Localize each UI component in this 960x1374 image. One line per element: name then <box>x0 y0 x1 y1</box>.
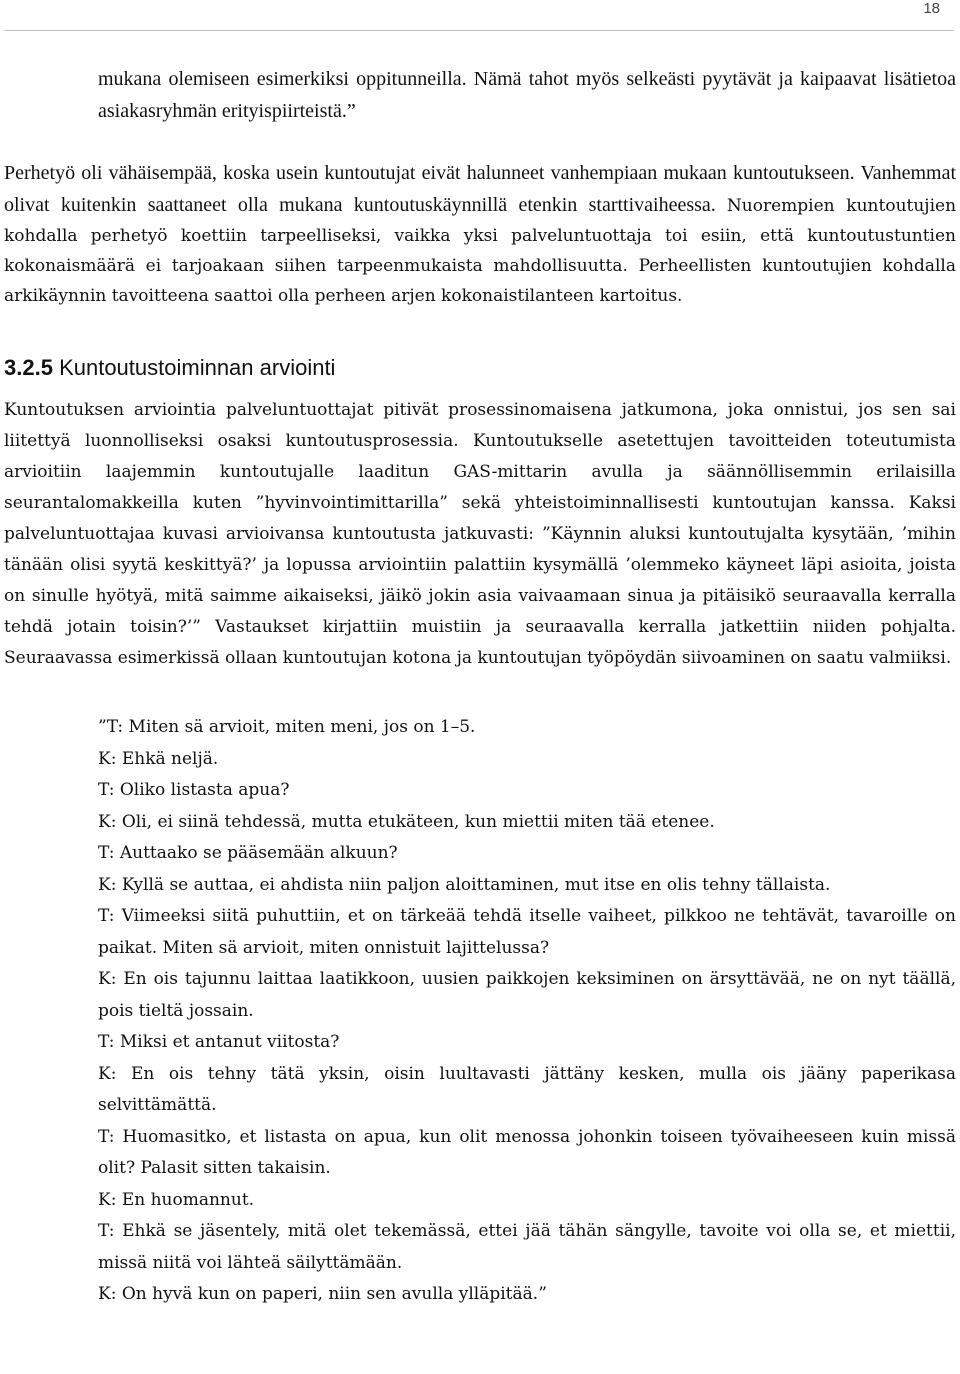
dialogue-line: K: En huomannut. <box>98 1189 255 1210</box>
dialogue-line: T: Viimeeksi siitä puhuttiin, et on tärkeää tehdä itselle vaiheet, pilkkoo ne tehtävät, tavaroille on paikat. Miten sä arvioit, miten onnistuit lajittelussa? <box>98 906 956 958</box>
paragraph-family-work <box>4 157 956 311</box>
paragraph-family-work-part1: Perhetyö oli vähäisempää, koska usein kuntoutujat eivät halunneet vanhempiaan mukaan kuntoutukseen. Vanhemmat olivat kuitenkin saattaneet olla mukana kuntoutuskäynnillä etenkin starttivaiheessa. <box>4 162 956 216</box>
dialogue-line: K: On hyvä kun on paperi, niin sen avulla ylläpitää.” <box>98 1284 547 1304</box>
dialogue-line: T: Huomasitko, et listasta on apua, kun olit menossa johonkin toiseen työvaiheeseen kuin missä olit? Palasit sitten takaisin. <box>98 1126 956 1178</box>
section-heading <box>4 353 956 383</box>
dialogue-line: K: En ois tehny tätä yksin, oisin luultavasti jättäny kesken, mulla ois jääny paperikasa selvittämättä. <box>98 1063 956 1115</box>
section-number: 3.2.5 <box>4 355 53 380</box>
paragraph-evaluation: Kuntoutuksen arviointia palveluntuottajat pitivät prosessinomaisena jatkumona, joka onnistui, jos sen sai liitettyä luonnolliseksi osaksi kuntoutusprosessia. Kuntoutukselle asetettujen tavoitteiden toteutumista arvioitiin laajemmin kuntoutujalle laaditun GAS-mittarin avulla ja säännöllisemmin erilaisilla seurantalomakkeilla kuten ”hyvinvointimittarilla” sekä yhteistoiminnallisesti kuntoutujan kanssa. Kaksi palveluntuottajaa kuvasi arvioivansa kuntoutusta jatkuvasti: ”Käynnin aluksi kuntoutujalta kysytään, ’mihin tänään olisi syytä keskittyä?’ ja lopussa arviointiin palattiin kysymällä ’olemmeko käyneet läpi asioita, joista on sinulle hyötyä, mitä saimme aikaiseksi, jäikö jokin asia vaivaamaan sinua ja pitäisikö seuraavalla kerralla tehdä jotain toisin?’” Vastaukset kirjattiin muistiin ja seuraavalla kerralla jatkettiin niiden pohjalta. Seuraavassa esimerkissä ollaan kuntoutujan kotona ja kuntoutujan työpöydän siivoaminen on saatu valmiiksi. <box>4 400 956 668</box>
dialogue-line: T: Ehkä se jäsentely, mitä olet tekemässä, ettei jää tähän sängylle, tavoite voi olla se, et miettii, missä niitä voi lähteä säilyttämään. <box>98 1221 956 1273</box>
section-title: Kuntoutustoiminnan arviointi <box>59 355 336 380</box>
page-number: 18 <box>923 0 940 17</box>
dialogue-line: T: Auttaako se pääsemään alkuun? <box>98 843 398 863</box>
dialogue-line: ”T: Miten sä arvioit, miten meni, jos on 1–5. <box>98 717 476 737</box>
dialogue-line: K: Kyllä se auttaa, ei ahdista niin paljon aloittaminen, mut itse en olis tehny tällaista. <box>98 874 831 895</box>
paragraph-family-work-part2: Nuorempien kuntoutujien kohdalla perhetyö koettiin tarpeelliseksi, vaikka yksi palveluntuottaja toi esiin, että kuntoutustuntien kokonaismäärä ei tarjoakaan siihen tarpeenmukaista mahdollisuutta. Perheellisten kuntoutujien kohdalla arkikäynnin tavoitteena saattoi olla perheen arjen kokonaistilanteen kartoitus. <box>4 196 957 306</box>
dialogue-line: T: Miksi et antanut viitosta? <box>98 1032 340 1052</box>
dialogue-line: K: Oli, ei siinä tehdessä, mutta etukäteen, kun miettii miten tää etenee. <box>98 811 715 832</box>
dialogue-block <box>4 712 956 1311</box>
page-content <box>4 63 956 1311</box>
dialogue-line: T: Oliko listasta apua? <box>98 780 290 800</box>
dialogue-line: K: En ois tajunnu laittaa laatikkoon, uusien paikkojen keksiminen on ärsyttävää, ne on nyt täällä, pois tieltä jossain. <box>98 969 956 1021</box>
paragraph-quote-end: mukana olemiseen esimerkiksi oppitunneilla. Nämä tahot myös selkeästi pyytävät ja kaipaavat lisätietoa asiakasryhmän erityispiirteistä.” <box>98 68 956 122</box>
header-divider <box>4 30 954 31</box>
dialogue-line: K: Ehkä neljä. <box>98 748 219 769</box>
